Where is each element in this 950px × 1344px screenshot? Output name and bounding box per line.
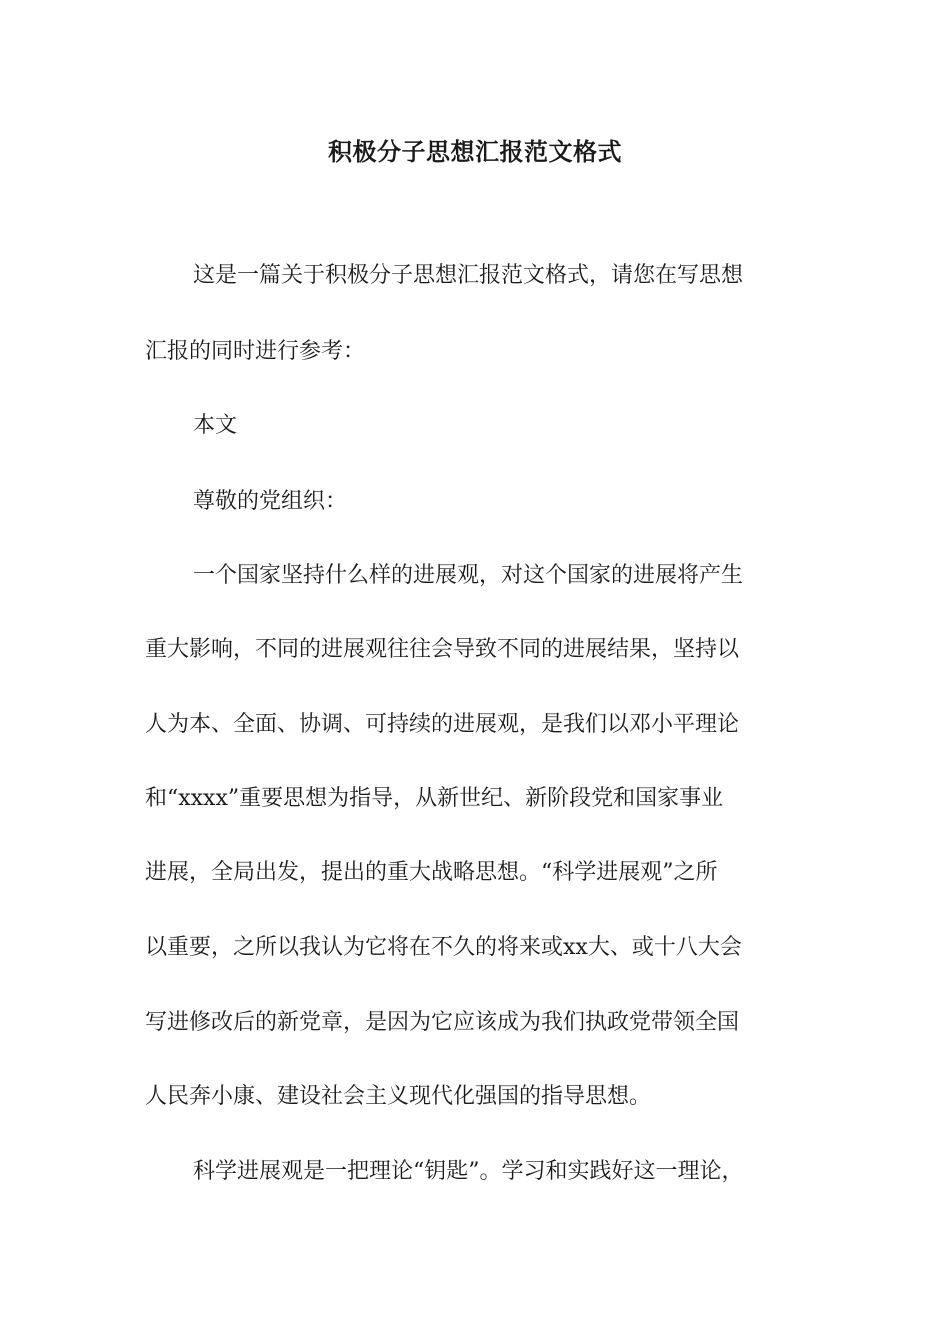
paragraph-line: 这是一篇关于积极分子思想汇报范文格式，请您在写思想 [193,263,744,288]
paragraph-line: 以重要，之所以我认为它将在不久的将来或xx大、或十八大会 [145,935,742,960]
paragraph-line: 一个国家坚持什么样的进展观，对这个国家的进展将产生 [193,563,744,588]
paragraph-line: 写进修改后的新党章，是因为它应该成为我们执政党带领全国 [145,1010,740,1035]
paragraph-line: 汇报的同时进行参考： [145,339,366,364]
paragraph-line: 人为本、全面、协调、可持续的进展观，是我们以邓小平理论 [145,712,740,737]
paragraph-line: 尊敬的党组织： [193,489,348,514]
paragraph-line: 人民奔小康、建设社会主义现代化强国的指导思想。 [145,1084,652,1109]
paragraph-line: 科学进展观是一把理论“钥匙”。学习和实践好这一理论， [193,1159,744,1184]
paragraph-line: 重大影响，不同的进展观往往会导致不同的进展结果，坚持以 [145,637,740,662]
paragraph-line: 和“xxxx”重要思想为指导，从新世纪、新阶段党和国家事业 [145,786,724,811]
document-title: 积极分子思想汇报范文格式 [328,137,622,166]
paragraph-line: 本文 [193,413,238,438]
paragraph-line: 进展，全局出发，提出的重大战略思想。“科学进展观”之所 [145,860,718,885]
